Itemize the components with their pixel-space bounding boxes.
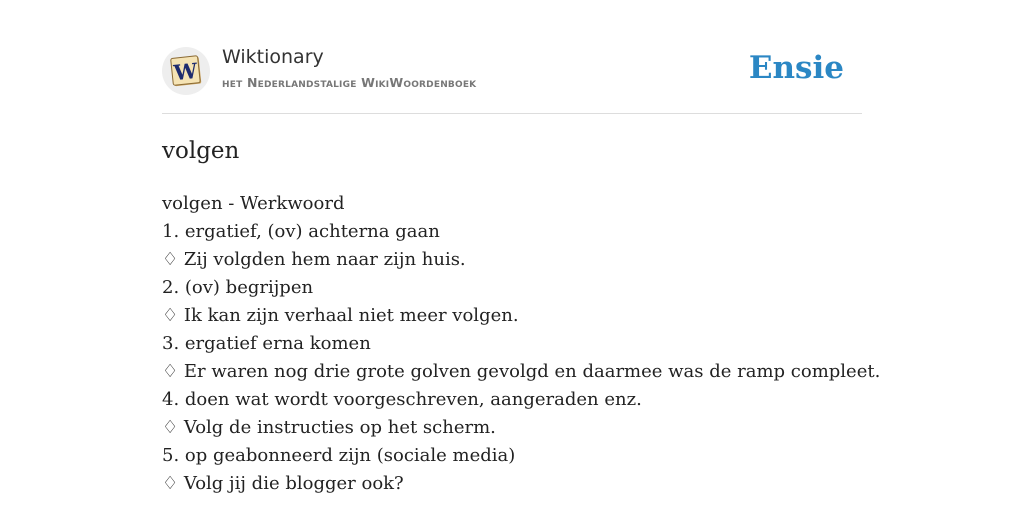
definition-1: 1. ergatief, (ov) achterna gaan — [162, 221, 440, 242]
example-3: ♢ Er waren nog drie grote golven gevolgd en daarmee was de ramp compleet. — [162, 361, 881, 382]
definition-5: 5. op geabonneerd zijn (sociale media) — [162, 445, 516, 466]
word-class-line: volgen - Werkwoord — [162, 193, 345, 214]
entry-card — [162, 0, 881, 512]
site-subtitle: het Nederlandstalige WikiWoordenboek — [222, 75, 477, 90]
definition-2: 2. (ov) begrijpen — [162, 277, 314, 298]
example-1: ♢ Zij volgden hem naar zijn huis. — [162, 249, 466, 270]
example-4: ♢ Volg de instructies op het scherm. — [162, 417, 496, 438]
definition-3: 3. ergatief erna komen — [162, 333, 371, 354]
definition-list — [162, 190, 881, 498]
header — [162, 40, 862, 114]
wiktionary-tile-graphic — [162, 47, 210, 95]
example-2: ♢ Ik kan zijn verhaal niet meer volgen. — [162, 305, 519, 326]
site-name[interactable]: Wiktionary — [222, 46, 324, 68]
ensie-brand-link[interactable]: Ensie — [748, 50, 844, 86]
example-5: ♢ Volg jij die blogger ook? — [162, 473, 404, 494]
definition-4: 4. doen wat wordt voorgeschreven, aangeraden enz. — [162, 389, 642, 410]
word-title: volgen — [162, 138, 240, 164]
wiktionary-logo-icon[interactable] — [162, 47, 210, 95]
logo-letter: W — [172, 57, 199, 86]
